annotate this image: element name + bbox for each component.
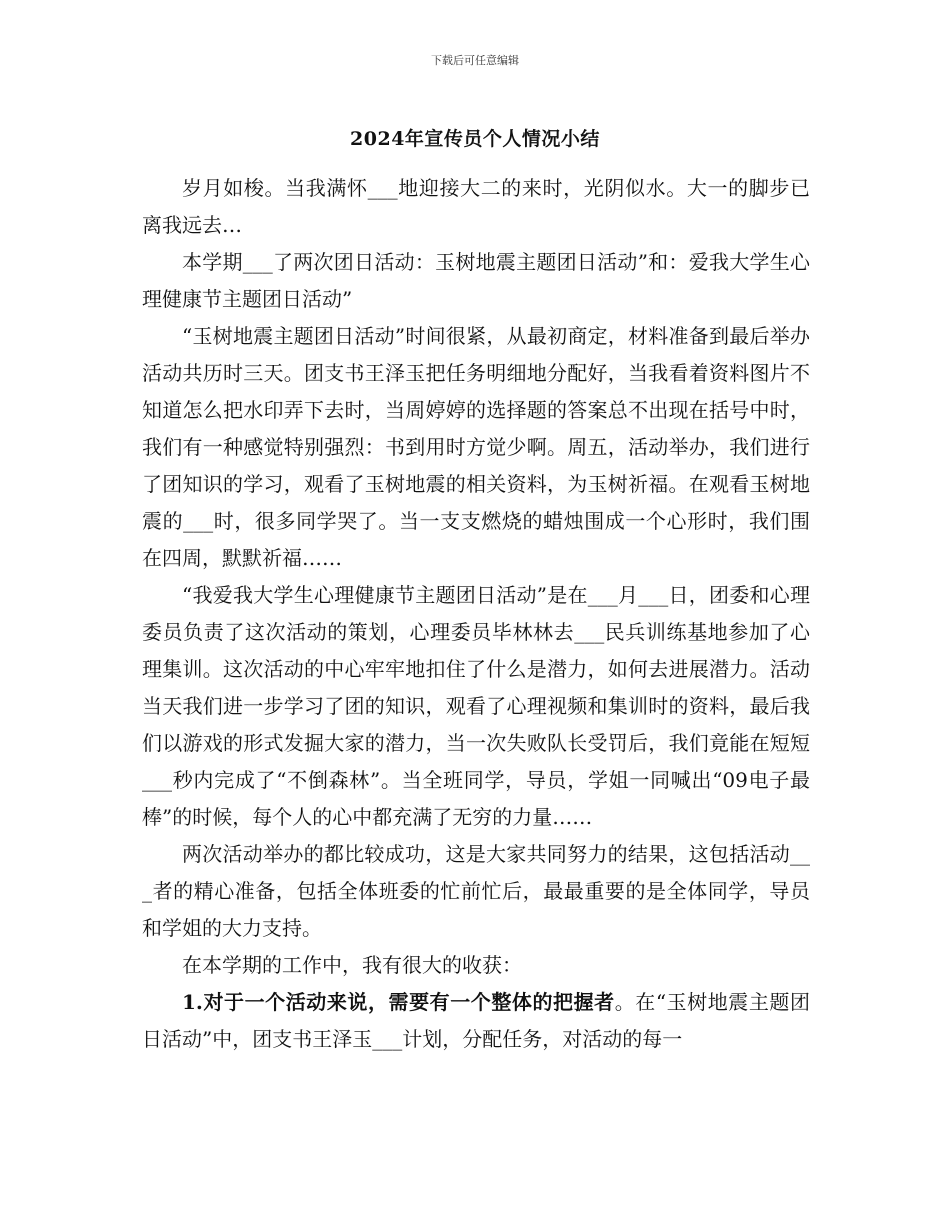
document-body — [142, 170, 810, 1058]
gain-1-heading: 1.对于一个活动来说，需要有一个整体的把握者 — [182, 990, 615, 1014]
paragraph-gain-1 — [142, 984, 810, 1058]
paragraph-gains-intro: 在本学期的工作中，我有很大的收获： — [182, 953, 522, 977]
page-header: 下载后可任意编辑 — [431, 54, 519, 67]
paragraph-opening: 岁月如梭。当我满怀___地迎接大二的来时，光阴似水。大一的脚步已离我远去… — [142, 176, 810, 237]
paragraph-activities-intro: 本学期___了两次团日活动：玉树地震主题团日活动”和：爱我大学生心理健康节主题团日活动” — [142, 250, 810, 311]
paragraph-mental-health-activity: “我爱我大学生心理健康节主题团日活动”是在___月___日，团委和心理委员负责了这次活动的策划，心理委员毕林林去___民兵训练基地参加了心理集训。这次活动的中心牢牢地扣住了什么是潜力，如何去进展潜力。活动当天我们进一步学习了团的知识，观看了心理视频和集训时的资料，最后我们以游戏的形式发掘大家的潜力，当一次失败队长受罚后，我们竟能在短短___秒内完成了“不倒森林”。当全班同学，导员，学姐一同喊出“09电子最棒”的时候，每个人的心中都充满了无穷的力量…… — [142, 583, 810, 829]
gain-1-text: 。在“玉树地震主题团日活动”中，团支书王泽玉___计划，分配任务，对活动的每一 — [142, 990, 810, 1051]
document-title: 2024年宣传员个人情况小结 — [350, 128, 600, 150]
paragraph-yushu-activity: “玉树地震主题团日活动”时间很紧，从最初商定，材料准备到最后举办活动共历时三天。团支书王泽玉把任务明细地分配好，当我看着资料图片不知道怎么把水印弄下去时，当周婷婷的选择题的答案总不出现在括号中时，我们有一种感觉特别强烈：书到用时方觉少啊。周五，活动举办，我们进行了团知识的学习，观看了玉树地震的相关资料，为玉树祈福。在观看玉树地震的___时，很多同学哭了。当一支支燃烧的蜡烛围成一个心形时，我们围在四周，默默祈福…… — [142, 324, 810, 570]
paragraph-success: 两次活动举办的都比较成功，这是大家共同努力的结果，这包括活动___者的精心准备，包括全体班委的忙前忙后，最最重要的是全体同学，导员和学姐的大力支持。 — [142, 842, 810, 940]
